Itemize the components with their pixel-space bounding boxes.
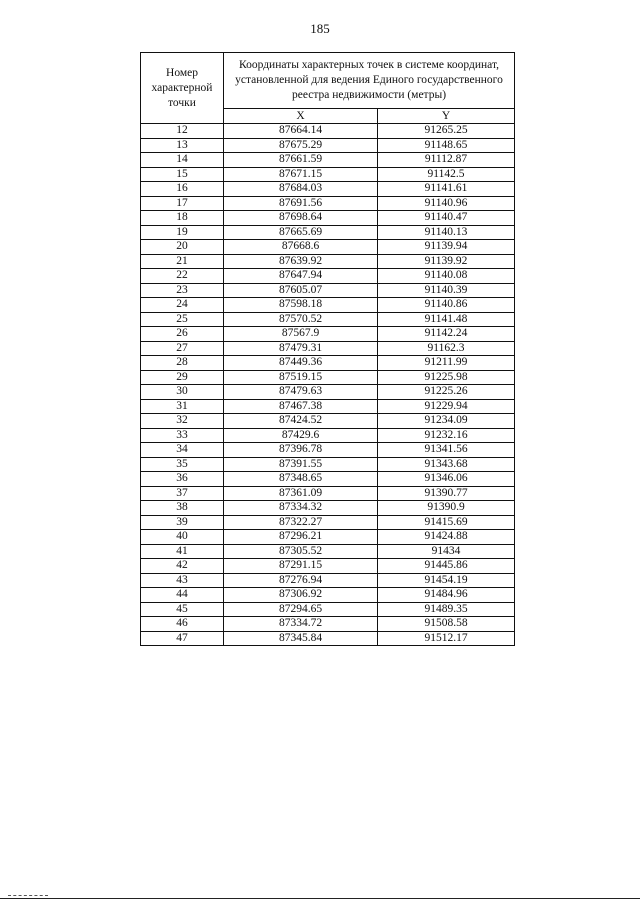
y-coordinate-cell: 91162.3 [378, 341, 515, 356]
y-coordinate-cell: 91346.06 [378, 472, 515, 487]
y-coordinate-cell: 91141.61 [378, 182, 515, 197]
y-coordinate-cell: 91454.19 [378, 573, 515, 588]
y-coordinate-cell: 91139.92 [378, 254, 515, 269]
point-number-cell: 14 [141, 153, 224, 168]
x-coordinate-cell: 87665.69 [224, 225, 378, 240]
y-coordinate-cell: 91232.16 [378, 428, 515, 443]
point-number-cell: 38 [141, 501, 224, 516]
point-number-cell: 41 [141, 544, 224, 559]
table-row [141, 196, 515, 211]
bottom-rule [0, 898, 640, 899]
table-row [141, 617, 515, 632]
x-coordinate-cell: 87570.52 [224, 312, 378, 327]
x-coordinate-cell: 87334.72 [224, 617, 378, 632]
y-coordinate-cell: 91445.86 [378, 559, 515, 574]
table-row [141, 298, 515, 313]
header-y: Y [378, 108, 515, 123]
y-coordinate-cell: 91390.9 [378, 501, 515, 516]
point-number-cell: 39 [141, 515, 224, 530]
x-coordinate-cell: 87567.9 [224, 327, 378, 342]
x-coordinate-cell: 87691.56 [224, 196, 378, 211]
point-number-cell: 26 [141, 327, 224, 342]
x-coordinate-cell: 87647.94 [224, 269, 378, 284]
table-row [141, 327, 515, 342]
table-row [141, 153, 515, 168]
table-row [141, 370, 515, 385]
y-coordinate-cell: 91142.5 [378, 167, 515, 182]
x-coordinate-cell: 87361.09 [224, 486, 378, 501]
table-row [141, 428, 515, 443]
table-row [141, 283, 515, 298]
x-coordinate-cell: 87479.31 [224, 341, 378, 356]
table-row [141, 240, 515, 255]
y-coordinate-cell: 91225.98 [378, 370, 515, 385]
x-coordinate-cell: 87605.07 [224, 283, 378, 298]
x-coordinate-cell: 87661.59 [224, 153, 378, 168]
table-row [141, 472, 515, 487]
table-row [141, 486, 515, 501]
table-row [141, 515, 515, 530]
x-coordinate-cell: 87519.15 [224, 370, 378, 385]
x-coordinate-cell: 87276.94 [224, 573, 378, 588]
x-coordinate-cell: 87305.52 [224, 544, 378, 559]
table-row [141, 124, 515, 139]
x-coordinate-cell: 87296.21 [224, 530, 378, 545]
x-coordinate-cell: 87424.52 [224, 414, 378, 429]
x-coordinate-cell: 87322.27 [224, 515, 378, 530]
table-row [141, 138, 515, 153]
y-coordinate-cell: 91234.09 [378, 414, 515, 429]
y-coordinate-cell: 91484.96 [378, 588, 515, 603]
table-body [141, 124, 515, 646]
bottom-dash-rule [8, 895, 48, 896]
table-row [141, 225, 515, 240]
point-number-cell: 17 [141, 196, 224, 211]
y-coordinate-cell: 91341.56 [378, 443, 515, 458]
y-coordinate-cell: 91508.58 [378, 617, 515, 632]
y-coordinate-cell: 91512.17 [378, 631, 515, 646]
x-coordinate-cell: 87639.92 [224, 254, 378, 269]
y-coordinate-cell: 91390.77 [378, 486, 515, 501]
table-row [141, 501, 515, 516]
point-number-cell: 28 [141, 356, 224, 371]
table-row [141, 544, 515, 559]
point-number-cell: 44 [141, 588, 224, 603]
point-number-cell: 25 [141, 312, 224, 327]
point-number-cell: 22 [141, 269, 224, 284]
y-coordinate-cell: 91140.08 [378, 269, 515, 284]
header-coordinates: Координаты характерных точек в системе координат, установленной для ведения Единого государственного реестра недвижимости (метры) [224, 53, 515, 109]
point-number-cell: 34 [141, 443, 224, 458]
point-number-cell: 15 [141, 167, 224, 182]
header-x: X [224, 108, 378, 123]
header-point-number: Номер характерной точки [141, 53, 224, 124]
y-coordinate-cell: 91434 [378, 544, 515, 559]
table-row [141, 573, 515, 588]
x-coordinate-cell: 87429.6 [224, 428, 378, 443]
y-coordinate-cell: 91140.86 [378, 298, 515, 313]
y-coordinate-cell: 91142.24 [378, 327, 515, 342]
table-row [141, 356, 515, 371]
x-coordinate-cell: 87291.15 [224, 559, 378, 574]
point-number-cell: 16 [141, 182, 224, 197]
point-number-cell: 29 [141, 370, 224, 385]
point-number-cell: 45 [141, 602, 224, 617]
table-row [141, 211, 515, 226]
point-number-cell: 18 [141, 211, 224, 226]
point-number-cell: 32 [141, 414, 224, 429]
point-number-cell: 30 [141, 385, 224, 400]
y-coordinate-cell: 91424.88 [378, 530, 515, 545]
x-coordinate-cell: 87391.55 [224, 457, 378, 472]
point-number-cell: 13 [141, 138, 224, 153]
point-number-cell: 40 [141, 530, 224, 545]
x-coordinate-cell: 87675.29 [224, 138, 378, 153]
y-coordinate-cell: 91139.94 [378, 240, 515, 255]
point-number-cell: 21 [141, 254, 224, 269]
point-number-cell: 20 [141, 240, 224, 255]
table-row [141, 559, 515, 574]
point-number-cell: 24 [141, 298, 224, 313]
point-number-cell: 33 [141, 428, 224, 443]
point-number-cell: 37 [141, 486, 224, 501]
table-row [141, 457, 515, 472]
table-row [141, 385, 515, 400]
point-number-cell: 42 [141, 559, 224, 574]
y-coordinate-cell: 91415.69 [378, 515, 515, 530]
y-coordinate-cell: 91265.25 [378, 124, 515, 139]
y-coordinate-cell: 91225.26 [378, 385, 515, 400]
x-coordinate-cell: 87348.65 [224, 472, 378, 487]
x-coordinate-cell: 87671.15 [224, 167, 378, 182]
x-coordinate-cell: 87334.32 [224, 501, 378, 516]
x-coordinate-cell: 87598.18 [224, 298, 378, 313]
x-coordinate-cell: 87345.84 [224, 631, 378, 646]
table-row [141, 312, 515, 327]
table-row [141, 254, 515, 269]
table-row [141, 414, 515, 429]
y-coordinate-cell: 91148.65 [378, 138, 515, 153]
table-row [141, 602, 515, 617]
x-coordinate-cell: 87294.65 [224, 602, 378, 617]
table-row [141, 399, 515, 414]
point-number-cell: 23 [141, 283, 224, 298]
point-number-cell: 46 [141, 617, 224, 632]
table-row [141, 530, 515, 545]
point-number-cell: 27 [141, 341, 224, 356]
point-number-cell: 31 [141, 399, 224, 414]
coordinates-table [140, 52, 515, 646]
y-coordinate-cell: 91140.13 [378, 225, 515, 240]
x-coordinate-cell: 87449.36 [224, 356, 378, 371]
y-coordinate-cell: 91112.87 [378, 153, 515, 168]
page-number: 185 [310, 21, 330, 36]
x-coordinate-cell: 87698.64 [224, 211, 378, 226]
x-coordinate-cell: 87668.6 [224, 240, 378, 255]
x-coordinate-cell: 87479.63 [224, 385, 378, 400]
x-coordinate-cell: 87396.78 [224, 443, 378, 458]
y-coordinate-cell: 91140.96 [378, 196, 515, 211]
table-row [141, 341, 515, 356]
point-number-cell: 35 [141, 457, 224, 472]
table-row [141, 269, 515, 284]
table-row [141, 182, 515, 197]
y-coordinate-cell: 91211.99 [378, 356, 515, 371]
table-row [141, 167, 515, 182]
x-coordinate-cell: 87684.03 [224, 182, 378, 197]
y-coordinate-cell: 91229.94 [378, 399, 515, 414]
x-coordinate-cell: 87467.38 [224, 399, 378, 414]
point-number-cell: 43 [141, 573, 224, 588]
point-number-cell: 19 [141, 225, 224, 240]
y-coordinate-cell: 91141.48 [378, 312, 515, 327]
y-coordinate-cell: 91140.47 [378, 211, 515, 226]
table-row [141, 443, 515, 458]
y-coordinate-cell: 91343.68 [378, 457, 515, 472]
x-coordinate-cell: 87664.14 [224, 124, 378, 139]
table-row [141, 588, 515, 603]
point-number-cell: 12 [141, 124, 224, 139]
y-coordinate-cell: 91140.39 [378, 283, 515, 298]
x-coordinate-cell: 87306.92 [224, 588, 378, 603]
point-number-cell: 36 [141, 472, 224, 487]
point-number-cell: 47 [141, 631, 224, 646]
table-row [141, 631, 515, 646]
y-coordinate-cell: 91489.35 [378, 602, 515, 617]
